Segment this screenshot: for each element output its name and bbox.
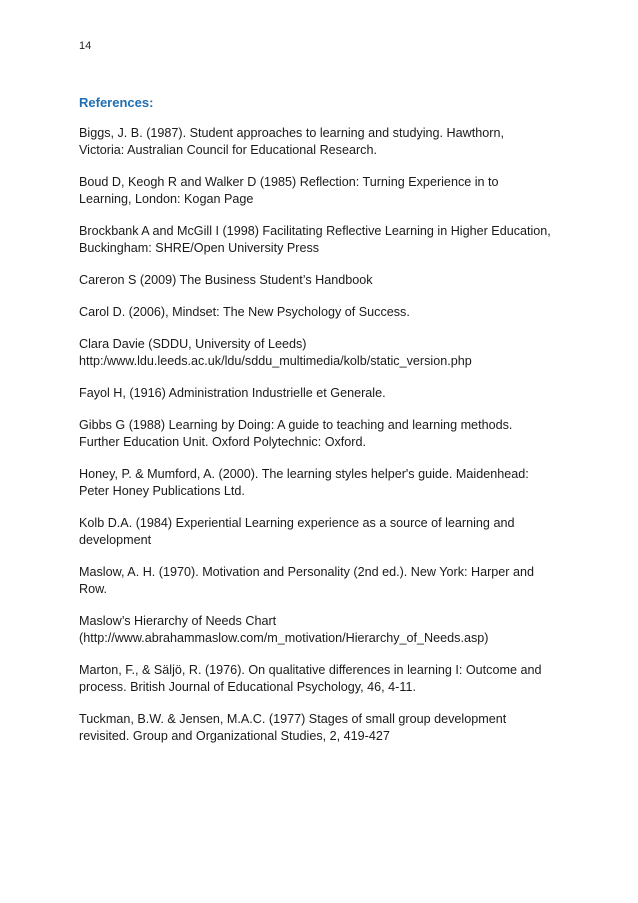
reference-line: Maslow’s Hierarchy of Needs Chart	[79, 614, 277, 628]
reference-line: Careron S (2009) The Business Student’s Handbook	[79, 273, 373, 287]
reference-entry	[79, 564, 569, 598]
reference-line: Row.	[79, 582, 107, 596]
reference-line: development	[79, 533, 152, 547]
references-heading: References:	[79, 95, 154, 110]
reference-line: revisited. Group and Organizational Studies, 2, 419-427	[79, 729, 390, 743]
reference-line: Buckingham: SHRE/Open University Press	[79, 241, 320, 255]
reference-line: Gibbs G (1988) Learning by Doing: A guide to teaching and learning methods.	[79, 418, 513, 432]
reference-entry	[79, 417, 569, 451]
reference-entry	[79, 125, 569, 159]
reference-line: Honey, P. & Mumford, A. (2000). The learning styles helper's guide. Maidenhead:	[79, 467, 529, 481]
reference-line: Peter Honey Publications Ltd.	[79, 484, 245, 498]
reference-entry	[79, 223, 569, 257]
reference-line: process. British Journal of Educational Psychology, 46, 4-11.	[79, 680, 416, 694]
reference-line: Maslow, A. H. (1970). Motivation and Personality (2nd ed.). New York: Harper and	[79, 565, 535, 579]
reference-line: Fayol H, (1916) Administration Industrielle et Generale.	[79, 386, 386, 400]
reference-line: Kolb D.A. (1984) Experiential Learning experience as a source of learning and	[79, 516, 515, 530]
reference-line: Victoria: Australian Council for Educational Research.	[79, 143, 377, 157]
reference-entry	[79, 174, 569, 208]
reference-entry	[79, 711, 569, 745]
reference-line: Further Education Unit. Oxford Polytechnic: Oxford.	[79, 435, 366, 449]
reference-line: Boud D, Keogh R and Walker D (1985) Reflection: Turning Experience in to	[79, 175, 499, 189]
reference-entry	[79, 466, 569, 500]
reference-line: Brockbank A and McGill I (1998) Facilitating Reflective Learning in Higher Education,	[79, 224, 551, 238]
reference-entry	[79, 613, 569, 647]
page-number: 14	[79, 40, 92, 52]
reference-entry	[79, 272, 569, 289]
reference-line: Tuckman, B.W. & Jensen, M.A.C. (1977) Stages of small group development	[79, 712, 507, 726]
reference-entry	[79, 385, 569, 402]
reference-line: Marton, F., & Säljö, R. (1976). On qualitative differences in learning I: Outcome and	[79, 663, 542, 677]
reference-entry	[79, 662, 569, 696]
reference-entry	[79, 515, 569, 549]
reference-entry	[79, 336, 569, 370]
reference-line: Carol D. (2006), Mindset: The New Psychology of Success.	[79, 305, 410, 319]
reference-entry	[79, 304, 569, 321]
reference-line: http:/www.ldu.leeds.ac.uk/ldu/sddu_multimedia/kolb/static_version.php	[79, 354, 472, 368]
references-list	[79, 125, 569, 760]
reference-line: (http://www.abrahammaslow.com/m_motivation/Hierarchy_of_Needs.asp)	[79, 631, 489, 645]
reference-line: Clara Davie (SDDU, University of Leeds)	[79, 337, 307, 351]
reference-line: Learning, London: Kogan Page	[79, 192, 254, 206]
reference-line: Biggs, J. B. (1987). Student approaches to learning and studying. Hawthorn,	[79, 126, 504, 140]
